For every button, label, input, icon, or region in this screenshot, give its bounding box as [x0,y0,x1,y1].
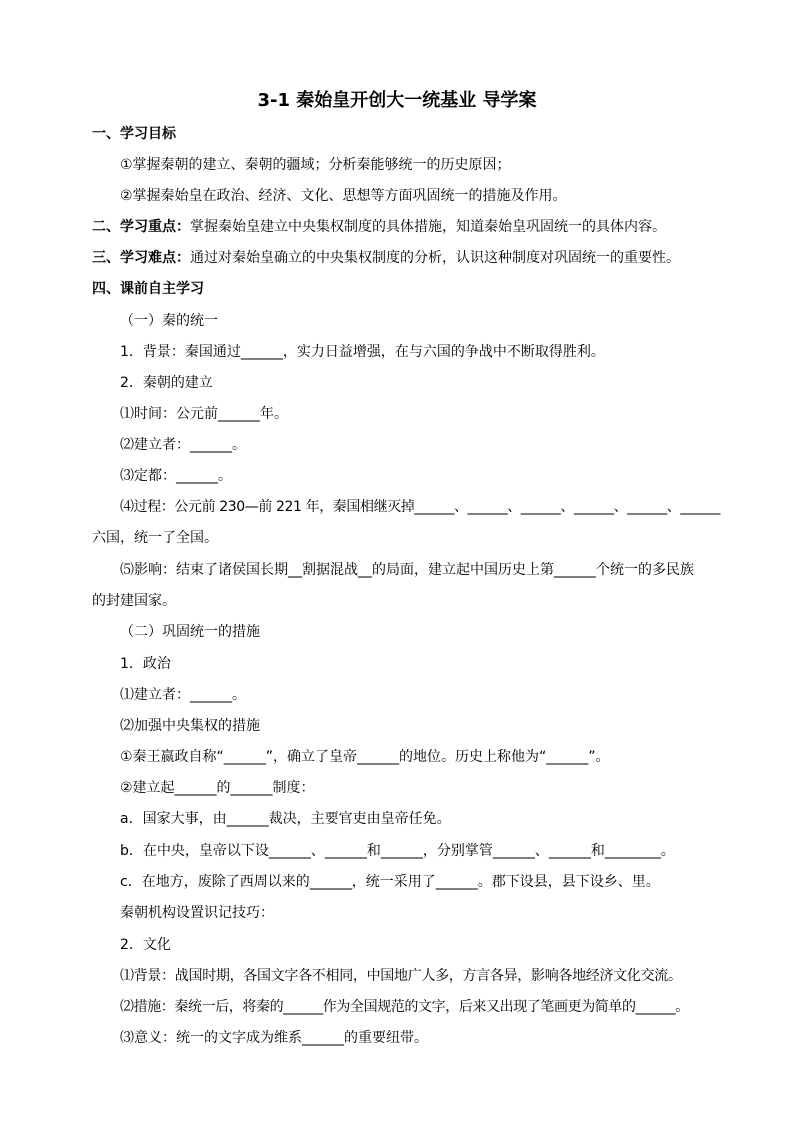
establishment-impact: ⑸影响：结束了诸侯国长期__割据混战__的局面，建立起中国历史上第______个统一的多民族 [120,562,694,578]
item-c: c．在地方，废除了西周以来的______，统一采用了______。郡下设县，县下设乡、里。 [120,874,660,890]
key-points-heading: 二、学习重点： [92,219,190,235]
establishment-heading: 2．秦朝的建立 [120,375,213,391]
item-a: a．国家大事，由______裁决，主要官吏由皇帝任免。 [120,811,451,827]
background-line: 1．背景：秦国通过______，实力日益增强，在与六国的争战中不断取得胜利。 [120,344,605,360]
establishment-founder: ⑵建立者：______。 [120,437,246,453]
difficult-points-heading: 三、学习难点： [92,250,190,266]
memory-tip: 秦朝机构设置识记技巧： [120,905,274,921]
part-1-label: （一）秦的统一 [120,313,218,329]
politics-heading: 1．政治 [120,656,171,672]
culture-heading: 2．文化 [120,937,171,953]
goal-1: ①掌握秦朝的建立、秦朝的疆域；分析秦能够统一的历史原因； [120,157,511,173]
emperor-title-line: ①秦王嬴政自称“______”，确立了皇帝______的地位。历史上称他为“______”。 [120,749,610,765]
goal-2: ②掌握秦始皇在政治、经济、文化、思想等方面巩固统一的措施及作用。 [120,188,567,204]
culture-significance: ⑶意义：统一的文字成为维系______的重要纽带。 [120,1030,428,1046]
establishment-process-cont: 六国，统一了全国。 [92,530,218,546]
system-line: ②建立起______的______制度： [120,780,315,796]
centralization-heading: ⑵加强中央集权的措施 [120,718,260,734]
key-points [92,218,706,236]
section-1-heading: 一、学习目标 [92,126,176,142]
establishment-capital: ⑶定都：______。 [120,468,232,484]
document-title: 3-1 秦始皇开创大一统基业 导学案 [257,90,537,111]
difficult-points-text: 通过对秦始皇确立的中央集权制度的分析，认识这种制度对巩固统一的重要性。 [190,250,680,266]
establishment-impact-cont: 的封建国家。 [92,593,176,609]
culture-background: ⑴背景：战国时期，各国文字各不相同，中国地广人多，方言各异，影响各地经济文化交流。 [120,968,682,984]
difficult-points [92,249,706,267]
part-2-label: （二）巩固统一的措施 [120,624,260,640]
item-b: b．在中央，皇帝以下设______、______和______，分别掌管______、______和________。 [120,843,675,859]
politics-founder: ⑴建立者：______。 [120,687,246,703]
section-4-heading: 四、课前自主学习 [92,281,204,297]
culture-measures: ⑵措施：秦统一后，将秦的______作为全国规范的文字，后来又出现了笔画更为简单的______。 [120,999,689,1015]
establishment-time: ⑴时间：公元前______年。 [120,406,288,422]
key-points-text: 掌握秦始皇建立中央集权制度的具体措施，知道秦始皇巩固统一的具体内容。 [190,219,666,235]
establishment-process: ⑷过程：公元前 230—前 221 年，秦国相继灭掉______、______、______、______、______、______ [120,499,720,515]
